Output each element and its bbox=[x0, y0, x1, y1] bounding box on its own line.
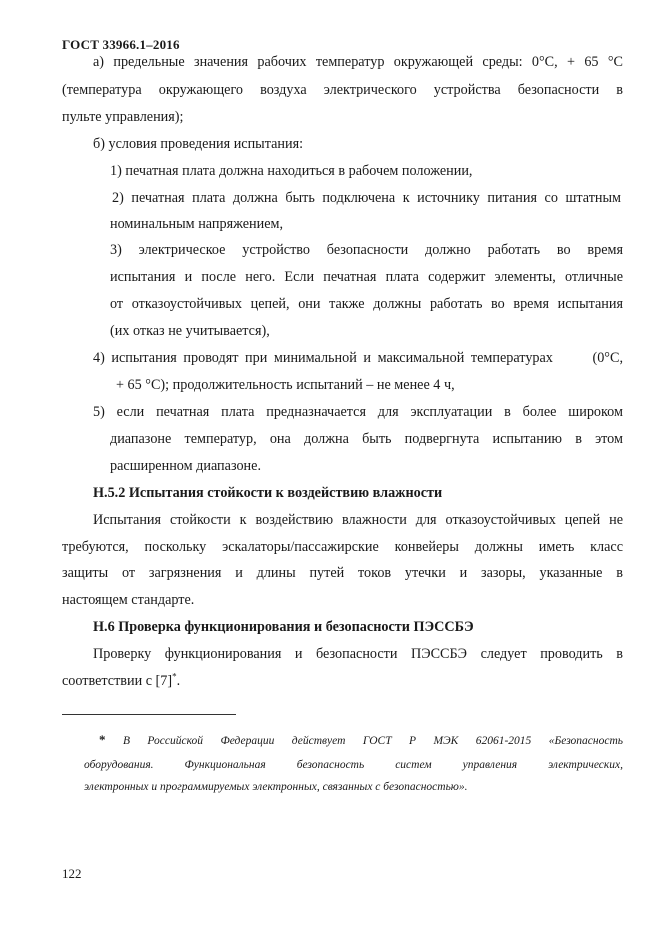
document-header: ГОСТ 33966.1–2016 bbox=[62, 37, 180, 52]
item-4-line-1: 4) испытания проводят при минимальной и максимальной температурах (0°С, bbox=[93, 350, 623, 366]
section-heading-h6: Н.6 Проверка функционирования и безопасности ПЭССБЭ bbox=[93, 619, 474, 635]
item-b-heading: б) условия проведения испытания: bbox=[93, 136, 304, 152]
footnote-line-1-text: В Российской Федерации действует ГОСТ Р МЭК 62061-2015 «Безопасность bbox=[122, 735, 623, 747]
item-5-line-1: 5) если печатная плата предназначается для эксплуатации в более широком bbox=[93, 404, 623, 420]
section-h52-line-4: настоящем стандарте. bbox=[62, 592, 195, 608]
footnote-line-1 bbox=[99, 732, 623, 748]
section-h6-line-2 bbox=[62, 671, 181, 689]
footnote-separator bbox=[62, 714, 236, 715]
item-a-line-1: а) предельные значения рабочих температур окружающей среды: 0°С, + 65 °С bbox=[93, 54, 623, 70]
item-b1: 1) печатная плата должна находиться в рабочем положении, bbox=[110, 163, 473, 179]
item-b3-line-1: 3) электрическое устройство безопасности должно работать во время bbox=[110, 242, 623, 258]
item-a-line-2: (температура окружающего воздуха электрического устройства безопасности в bbox=[62, 82, 623, 98]
page-number: 122 bbox=[62, 866, 82, 881]
item-a-line-3: пульте управления); bbox=[62, 109, 184, 125]
section-h52-line-2: требуются, поскольку эскалаторы/пассажирские конвейеры должны иметь класс bbox=[62, 539, 623, 555]
item-5-line-2: диапазоне температур, она должна быть подвергнута испытанию в этом bbox=[110, 431, 623, 447]
section-h6-line-2-text: соответствии с [7] bbox=[62, 673, 173, 689]
item-b3-line-4: (их отказ не учитывается), bbox=[110, 323, 270, 339]
footnote-line-3: электронных и программируемых электронных, связанных с безопасностью». bbox=[84, 781, 468, 793]
section-heading-h52: Н.5.2 Испытания стойкости к воздействию влажности bbox=[93, 485, 443, 501]
footnote-mark: * bbox=[99, 732, 106, 747]
footnote-line-2: оборудования. Функциональная безопасность систем управления электрических, bbox=[84, 759, 623, 771]
item-5-line-3: расширенном диапазоне. bbox=[110, 458, 261, 474]
item-b2-line-2: номинальным напряжением, bbox=[110, 216, 284, 232]
item-4-line-2: + 65 °С); продолжительность испытаний – не менее 4 ч, bbox=[116, 377, 455, 393]
section-h52-line-3: защиты от загрязнения и длины путей токов утечки и зазоры, указанные в bbox=[62, 565, 623, 581]
section-h6-line-1: Проверку функционирования и безопасности ПЭССБЭ следует проводить в bbox=[93, 646, 623, 662]
item-b2-line-1: 2) печатная плата должна быть подключена к источнику питания со штатным bbox=[112, 190, 621, 206]
item-b3-line-3: от отказоустойчивых цепей, они также должны работать во время испытания bbox=[110, 296, 623, 312]
section-h6-line-2-end: . bbox=[176, 673, 181, 689]
item-b3-line-2: испытания и после него. Если печатная плата содержит элементы, отличные bbox=[110, 269, 623, 285]
section-h52-line-1: Испытания стойкости к воздействию влажности для отказоустойчивых цепей не bbox=[93, 512, 623, 528]
footnote-reference[interactable]: * bbox=[172, 671, 177, 682]
